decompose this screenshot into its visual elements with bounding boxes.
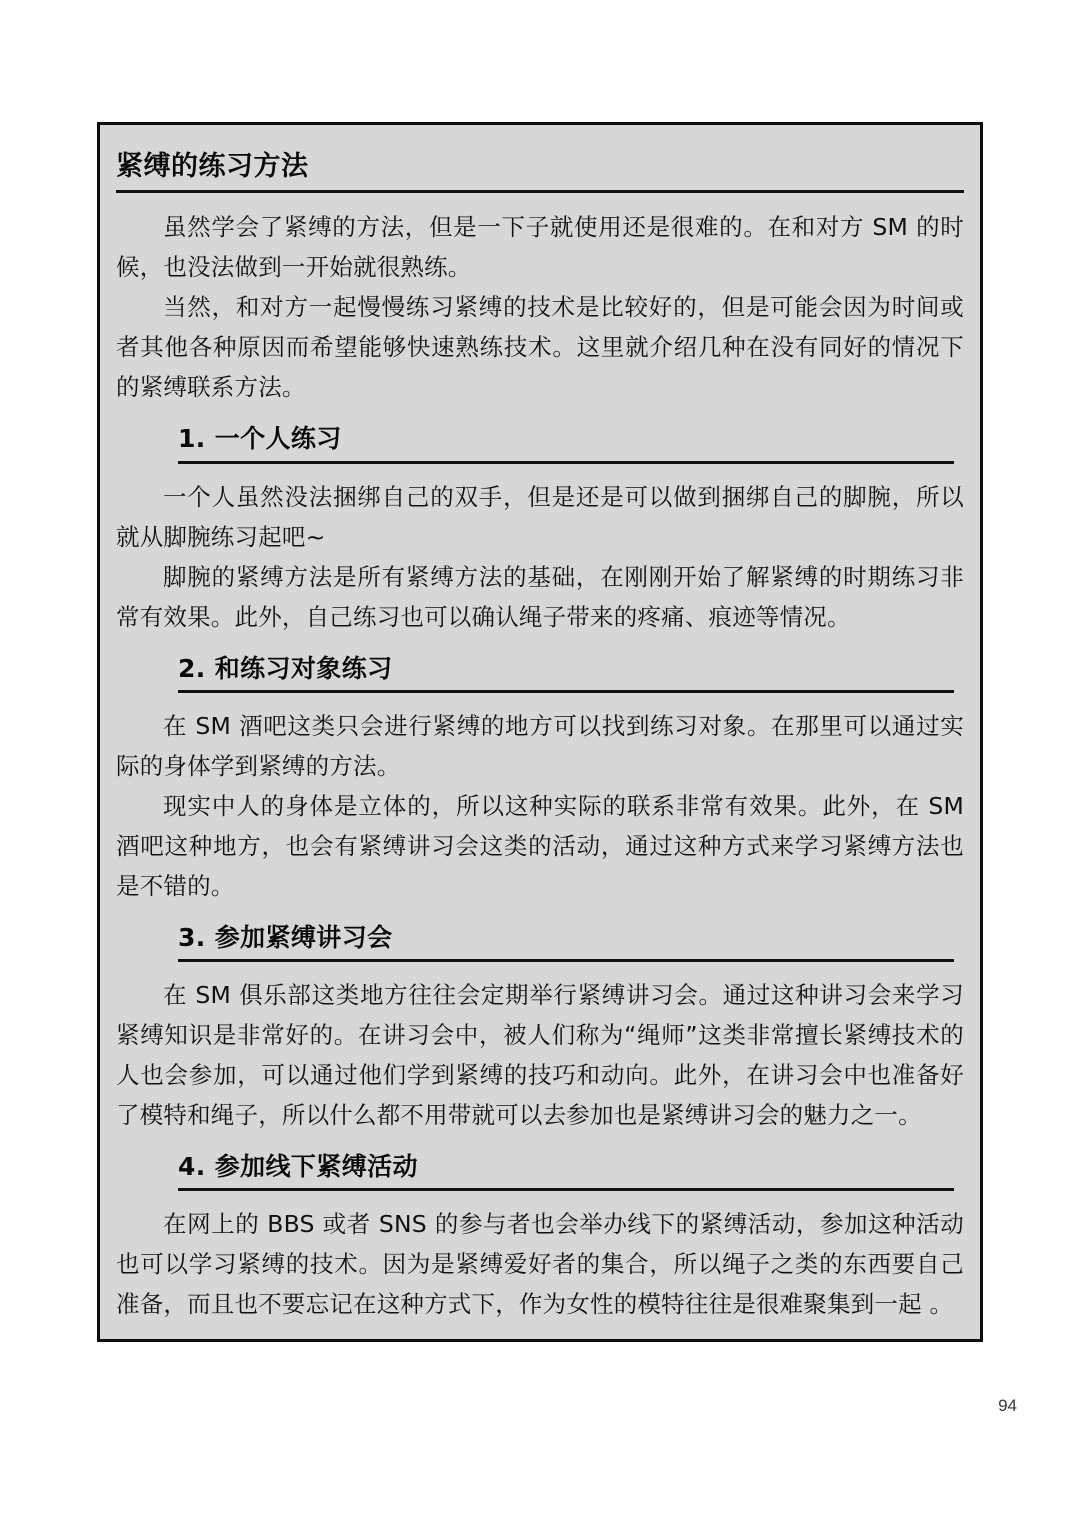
section-4-heading xyxy=(116,1151,964,1182)
section-1 xyxy=(116,423,964,636)
page-number: 94 xyxy=(998,1396,1017,1415)
content-frame-inner xyxy=(100,125,980,1339)
section-3-heading-label: 参加紧缚讲习会 xyxy=(214,922,393,952)
section-4-number: 4. xyxy=(178,1152,206,1182)
section-2-body xyxy=(116,706,964,906)
title-divider xyxy=(116,190,964,193)
section-2-number: 2. xyxy=(178,653,206,683)
section-3-paragraph: 在 SM 俱乐部这类地方往往会定期举行紧缚讲习会。通过这种讲习会来学习紧缚知识是非常好的。在讲习会中，被人们称为“绳师”这类非常擅长紧缚技术的人也会参加，可以通过他们学到紧缚的技巧和动向。此外，在讲习会中也准备好了模特和绳子，所以什么都不用带就可以去参加也是紧缚讲习会的魅力之一。 xyxy=(116,981,964,1130)
section-2-divider xyxy=(178,690,954,693)
section-3-heading xyxy=(116,922,964,953)
section-4 xyxy=(116,1151,964,1324)
page-title: 紧缚的练习方法 xyxy=(116,151,309,182)
intro-paragraph: 虽然学会了紧缚的方法，但是一下子就使用还是很难的。在和对方 SM 的时候，也没法做到一开始就很熟练。 xyxy=(116,213,964,282)
section-2-heading-label: 和练习对象练习 xyxy=(214,653,393,683)
section-4-paragraph: 在网上的 BBS 或者 SNS 的参与者也会举办线下的紧缚活动，参加这种活动也可以学习紧缚的技术。因为是紧缚爱好者的集合，所以绳子之类的东西要自己准备，而且也不要忘记在这种方式下，作为女性的模特往往是很难聚集到一起 。 xyxy=(116,1210,964,1319)
section-1-paragraph: 一个人虽然没法捆绑自己的双手，但是还是可以做到捆绑自己的脚腕，所以就从脚腕练习起吧~ xyxy=(116,482,964,551)
section-1-divider xyxy=(178,461,954,464)
section-2 xyxy=(116,653,964,906)
section-4-heading-label: 参加线下紧缚活动 xyxy=(214,1152,418,1182)
section-1-heading-label: 一个人练习 xyxy=(214,424,342,454)
content-frame xyxy=(97,122,983,1342)
section-4-body xyxy=(116,1204,964,1324)
section-2-paragraph: 现实中人的身体是立体的，所以这种实际的联系非常有效果。此外，在 SM 酒吧这种地方，也会有紧缚讲习会这类的活动，通过这种方式来学习紧缚方法也是不错的。 xyxy=(116,791,964,900)
section-2-heading xyxy=(116,653,964,684)
section-1-number: 1. xyxy=(178,424,206,454)
section-2-paragraph: 在 SM 酒吧这类只会进行紧缚的地方可以找到练习对象。在那里可以通过实际的身体学到紧缚的方法。 xyxy=(116,711,964,780)
intro-paragraph: 当然，和对方一起慢慢练习紧缚的技术是比较好的，但是可能会因为时间或者其他各种原因而希望能够快速熟练技术。这里就介绍几种在没有同好的情况下的紧缚联系方法。 xyxy=(116,293,964,402)
section-4-divider xyxy=(178,1188,954,1191)
section-3-number: 3. xyxy=(178,922,206,952)
section-1-paragraph: 脚腕的紧缚方法是所有紧缚方法的基础，在刚刚开始了解紧缚的时期练习非常有效果。此外，自己练习也可以确认绳子带来的疼痛、痕迹等情况。 xyxy=(116,562,964,631)
section-3-body xyxy=(116,975,964,1135)
section-3-divider xyxy=(178,959,954,962)
section-1-heading xyxy=(116,423,964,454)
section-3 xyxy=(116,922,964,1135)
section-1-body xyxy=(116,477,964,637)
